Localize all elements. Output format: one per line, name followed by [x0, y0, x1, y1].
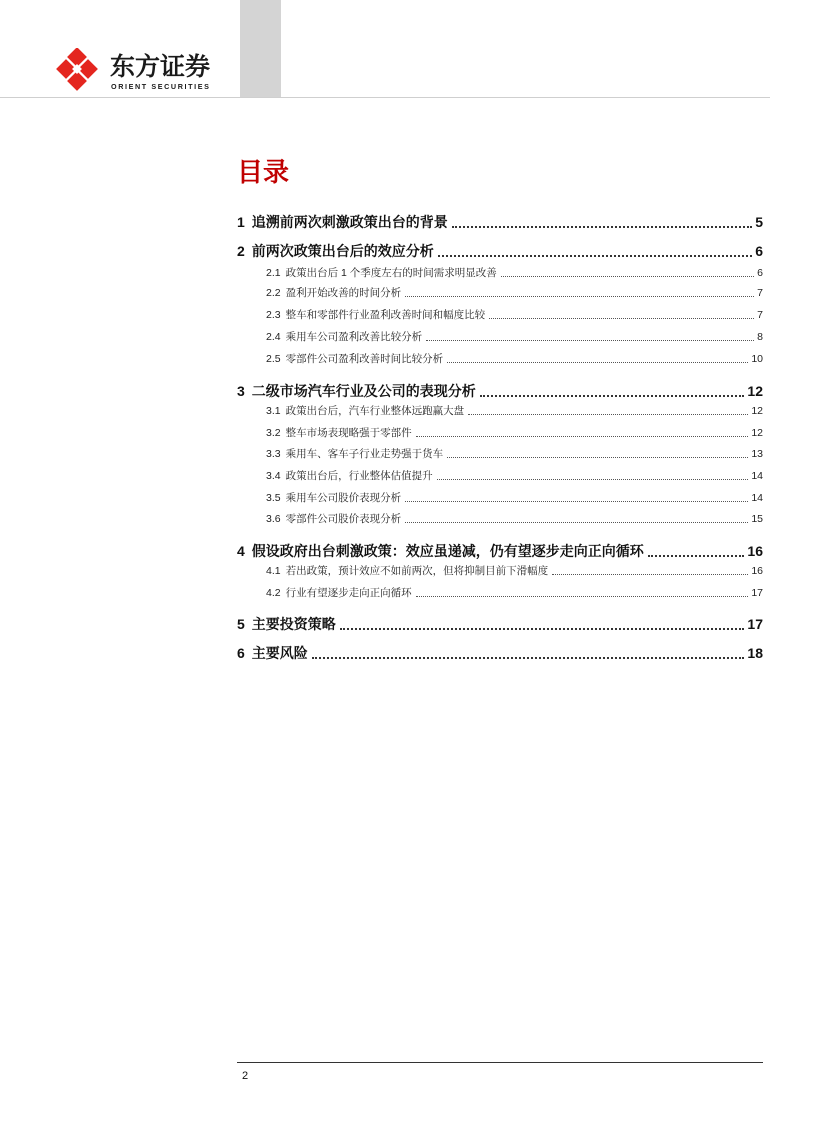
- toc-entry-page: 7: [757, 309, 763, 321]
- toc-entry-page: 12: [751, 427, 763, 439]
- toc-entry-chapter[interactable]: [237, 212, 763, 232]
- toc-entry-title: 主要风险: [251, 645, 308, 661]
- toc-entry-title: 乘用车、客车子行业走势强于货车: [285, 448, 444, 460]
- toc-dot-leader: [426, 340, 754, 341]
- toc-entry-section[interactable]: [237, 563, 763, 579]
- toc-dot-leader: [489, 318, 754, 319]
- toc-dot-leader: [552, 574, 748, 575]
- toc-entry-number: 2.5: [266, 353, 281, 365]
- brand-name-cn: 东方证券: [110, 53, 211, 81]
- toc-dot-leader: [447, 362, 748, 363]
- toc-entry-number: 2.4: [266, 331, 281, 343]
- toc-entry-title: 二级市场汽车行业及公司的表现分析: [251, 383, 476, 399]
- toc-entry-title: 零部件公司盈利改善时间比较分析: [285, 353, 444, 365]
- toc-entry-title: 追溯前两次刺激政策出台的背景: [251, 214, 448, 230]
- toc-entry-chapter[interactable]: [237, 614, 763, 634]
- toc-entry-title: 零部件公司股价表现分析: [285, 513, 402, 525]
- toc-dot-leader: [416, 596, 749, 597]
- toc-entry-section[interactable]: [237, 511, 763, 527]
- toc-entry-title: 政策出台后 1 个季度左右的时间需求明显改善: [285, 267, 497, 279]
- toc-entry-number: 2.2: [266, 287, 281, 299]
- orient-logo-icon: [56, 48, 106, 94]
- footer-divider: [237, 1062, 763, 1063]
- toc-entry-page: 13: [751, 448, 763, 460]
- toc-entry-number: 3.1: [266, 405, 281, 417]
- toc-entry-section[interactable]: [237, 329, 763, 345]
- toc-entry-section[interactable]: [237, 446, 763, 462]
- toc-entry-chapter[interactable]: [237, 381, 763, 401]
- toc-dot-leader: [480, 395, 745, 397]
- toc-dot-leader: [447, 457, 748, 458]
- toc-dot-leader: [438, 255, 752, 257]
- toc-entry-section[interactable]: [237, 403, 763, 419]
- toc-entry-number: 3.2: [266, 427, 281, 439]
- toc-title: 目录: [237, 157, 290, 187]
- toc-entry-page: 14: [751, 470, 763, 482]
- toc-dot-leader: [405, 296, 754, 297]
- toc-entry-number: 4.1: [266, 565, 281, 577]
- toc-entry-page: 6: [755, 243, 763, 259]
- toc-dot-leader: [501, 276, 754, 277]
- toc-entry-section[interactable]: [237, 265, 763, 281]
- toc-dot-leader: [452, 226, 752, 228]
- toc-entry-page: 16: [747, 543, 763, 559]
- toc-entry-page: 6: [757, 267, 763, 279]
- toc-entry-page: 8: [757, 331, 763, 343]
- toc-entry-title: 若出政策，预计效应不如前两次，但将抑制目前下滑幅度: [285, 565, 549, 577]
- toc-entry-page: 14: [751, 492, 763, 504]
- toc-entry-section[interactable]: [237, 425, 763, 441]
- toc-entry-number: 3.5: [266, 492, 281, 504]
- toc-dot-leader: [405, 501, 748, 502]
- toc-entry-page: 17: [747, 616, 763, 632]
- toc-entry-number: 2.3: [266, 309, 281, 321]
- toc-entry-page: 16: [751, 565, 763, 577]
- toc-entry-section[interactable]: [237, 285, 763, 301]
- toc-entry-chapter[interactable]: [237, 241, 763, 261]
- toc-entry-number: 2.1: [266, 267, 281, 279]
- toc-entry-number: 3.4: [266, 470, 281, 482]
- toc-entry-number: 4: [237, 543, 245, 559]
- toc-entry-chapter[interactable]: [237, 541, 763, 561]
- toc-entry-page: 17: [751, 587, 763, 599]
- toc-dot-leader: [437, 479, 749, 480]
- toc-entry-title: 整车和零部件行业盈利改善时间和幅度比较: [285, 309, 486, 321]
- toc-entry-section[interactable]: [237, 307, 763, 323]
- toc-entry-page: 12: [747, 383, 763, 399]
- toc-entry-title: 行业有望逐步走向正向循环: [285, 587, 412, 599]
- header-accent-bar: [240, 0, 281, 97]
- toc-entry-section[interactable]: [237, 351, 763, 367]
- toc-entry-number: 2: [237, 243, 245, 259]
- toc-entry-section[interactable]: [237, 490, 763, 506]
- toc-entry-number: 6: [237, 645, 245, 661]
- toc-entry-title: 主要投资策略: [251, 616, 336, 632]
- toc-entry-number: 1: [237, 214, 245, 230]
- toc-entry-page: 12: [751, 405, 763, 417]
- brand-name-en: ORIENT SECURITIES: [111, 82, 211, 91]
- toc-entry-number: 3.3: [266, 448, 281, 460]
- toc-entry-title: 乘用车公司盈利改善比较分析: [285, 331, 423, 343]
- toc-dot-leader: [416, 436, 749, 437]
- toc-entry-title: 前两次政策出台后的效应分析: [251, 243, 434, 259]
- toc-entry-page: 5: [755, 214, 763, 230]
- toc-dot-leader: [648, 555, 745, 557]
- toc-entry-number: 3: [237, 383, 245, 399]
- header-divider: [0, 97, 770, 98]
- toc-entry-section[interactable]: [237, 585, 763, 601]
- company-logo: [56, 48, 226, 94]
- toc-entry-number: 3.6: [266, 513, 281, 525]
- toc-dot-leader: [405, 522, 748, 523]
- toc-dot-leader: [468, 414, 748, 415]
- toc-entry-title: 政策出台后，汽车行业整体远跑赢大盘: [285, 405, 465, 417]
- toc-entry-title: 整车市场表现略强于零部件: [285, 427, 412, 439]
- toc-entry-number: 4.2: [266, 587, 281, 599]
- toc-entry-number: 5: [237, 616, 245, 632]
- toc-dot-leader: [340, 628, 745, 630]
- toc-entry-chapter[interactable]: [237, 643, 763, 663]
- toc-entry-page: 10: [751, 353, 763, 365]
- toc-entry-page: 7: [757, 287, 763, 299]
- toc-entry-title: 盈利开始改善的时间分析: [285, 287, 402, 299]
- toc-entry-section[interactable]: [237, 468, 763, 484]
- page-number: 2: [242, 1070, 249, 1082]
- toc-entry-title: 乘用车公司股价表现分析: [285, 492, 402, 504]
- toc-entry-title: 政策出台后，行业整体估值提升: [285, 470, 433, 482]
- toc-entry-page: 18: [747, 645, 763, 661]
- toc-dot-leader: [312, 657, 745, 659]
- toc-entry-title: 假设政府出台刺激政策：效应虽递减，仍有望逐步走向正向循环: [251, 543, 644, 559]
- toc-entry-page: 15: [751, 513, 763, 525]
